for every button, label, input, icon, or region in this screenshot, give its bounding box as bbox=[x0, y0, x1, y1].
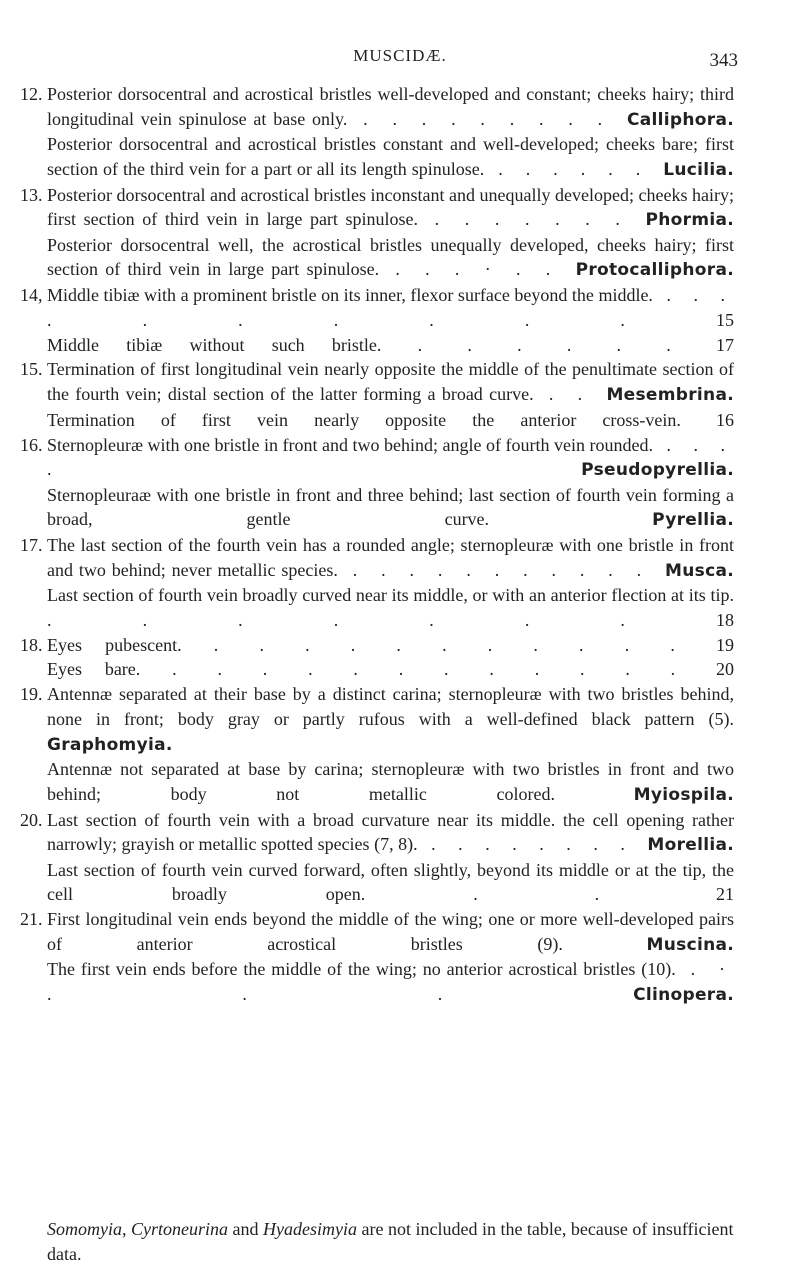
couplet-text: Termination of first vein nearly opposite the anterior cross-vein. bbox=[47, 409, 681, 430]
couplet-text: Eyes bare. bbox=[47, 659, 141, 680]
footnote-text: are not included in the table, because of insufficient data. bbox=[47, 1219, 734, 1264]
key-entry bbox=[0, 682, 800, 807]
couplet-reference: 18 bbox=[716, 609, 734, 630]
key-entry bbox=[0, 633, 800, 682]
couplet bbox=[47, 633, 734, 658]
couplet-reference: 21 bbox=[716, 884, 734, 905]
genus-result: Calliphora. bbox=[627, 109, 734, 130]
entry-number: 16. bbox=[20, 434, 43, 455]
leader-dots bbox=[681, 410, 716, 430]
genus-result: Muscina. bbox=[646, 934, 735, 955]
running-head: MUSCIDÆ. bbox=[353, 46, 447, 65]
leader-dots: . . . . . . . bbox=[47, 609, 716, 630]
entry-number: 18. bbox=[20, 634, 43, 655]
couplet bbox=[47, 533, 734, 583]
genus-result: Clinopera. bbox=[633, 985, 734, 1006]
key-entry bbox=[0, 808, 800, 907]
entry-number: 15. bbox=[20, 359, 43, 380]
entry-number: 13. bbox=[20, 184, 43, 205]
couplet bbox=[47, 433, 734, 483]
genus-result: Morellia. bbox=[647, 835, 734, 856]
key-entry bbox=[0, 907, 800, 1007]
entry-number: 14, bbox=[20, 285, 43, 306]
couplet bbox=[47, 858, 734, 907]
couplet bbox=[47, 682, 734, 757]
leader-dots: . . . · . . bbox=[379, 259, 576, 280]
footnote-genus: Cyrtoneurina bbox=[131, 1219, 228, 1239]
leader-dots: . . bbox=[533, 384, 607, 405]
leader-dots: . . . . . . . . . . . bbox=[337, 559, 666, 580]
leader-dots: . . . . . . bbox=[484, 158, 664, 179]
couplet-text: The first vein ends before the middle of the wing; no anterior acrostical bristles (10). bbox=[47, 959, 676, 980]
couplet-text: Termination of first longitudinal vein nearly opposite the middle of the penultimate section of the fourth vein; distal section of the latter forming a broad curve. bbox=[47, 359, 734, 405]
page-header bbox=[0, 46, 800, 76]
couplet-text: Middle tibiæ with a prominent bristle on its inner, flexor surface beyond the middle. bbox=[47, 285, 653, 306]
couplet-reference: 17 bbox=[716, 334, 734, 355]
key-entry bbox=[0, 283, 800, 357]
couplet bbox=[47, 82, 734, 132]
couplet bbox=[47, 357, 734, 407]
leader-dots: . . bbox=[365, 884, 716, 905]
couplet bbox=[47, 333, 734, 358]
footnote-genus: Hyadesimyia bbox=[263, 1219, 357, 1239]
genus-result: Lucilia. bbox=[663, 159, 735, 180]
leader-dots: . . . . . . . . . . . bbox=[181, 634, 716, 655]
couplet bbox=[47, 757, 734, 807]
couplet bbox=[47, 132, 734, 182]
genus-result: Phormia. bbox=[645, 210, 734, 231]
couplet-reference: 20 bbox=[716, 659, 735, 680]
couplet-text: Antennæ not separated at base by carina; sternopleuræ with two bristles in front and two behind; body not metallic colored. bbox=[47, 759, 734, 804]
key-entry bbox=[0, 533, 800, 632]
key-entry bbox=[0, 183, 800, 283]
leader-dots: . . . . . . . bbox=[418, 209, 646, 230]
leader-dots bbox=[489, 509, 652, 529]
couplet-text: Posterior dorsocentral and acrostical bristles constant and well-developed; cheeks bare; first section of the third vein for a part or all its length spinulose. bbox=[47, 134, 734, 179]
couplet bbox=[47, 233, 734, 283]
leader-dots: . . . . . . . . . bbox=[347, 108, 627, 129]
genus-result: Mesembrina. bbox=[606, 385, 734, 406]
couplet bbox=[47, 583, 734, 632]
entry-number: 19. bbox=[20, 684, 43, 705]
leader-dots: . . . . . . . . . . bbox=[47, 285, 735, 330]
footnote: Somomyia, Cyrtoneurina and Hyadesimyia are not included in the table, because of insufficient data. bbox=[47, 1219, 734, 1264]
leader-dots: . . . . . . bbox=[381, 334, 716, 355]
couplet-reference: 16 bbox=[716, 409, 735, 430]
footnote-genus: Somomyia bbox=[47, 1219, 122, 1239]
couplet-text: Eyes pubescent. bbox=[47, 634, 182, 655]
couplet-text: Middle tibiæ without such bristle. bbox=[47, 334, 382, 355]
couplet-text: The last section of the fourth vein has a rounded angle; sternopleuræ with one bristle in front and two behind; never metallic species. bbox=[47, 535, 734, 580]
couplet bbox=[47, 657, 734, 682]
leader-dots: . . . . bbox=[47, 434, 735, 480]
page-number: 343 bbox=[709, 50, 738, 71]
couplet-text: Sternopleuræ with one bristle in front and two behind; angle of fourth vein rounded. bbox=[47, 434, 653, 455]
couplet-text: Posterior dorsocentral well, the acrostical bristles unequally developed, cheeks hairy; first section of third vein in large part spinulose. bbox=[47, 234, 734, 280]
leader-dots: . . . . . . . . bbox=[417, 834, 648, 855]
couplet-text: Posterior dorsocentral and acrostical bristles inconstant and unequally developed; cheeks hairy; first section of third vein in large part spinulose. bbox=[47, 184, 734, 230]
couplet-reference: 19 bbox=[716, 634, 734, 655]
genus-result: Musca. bbox=[665, 560, 734, 581]
couplet bbox=[47, 483, 734, 533]
entry-number: 17. bbox=[20, 535, 43, 556]
couplet-text: Sternopleuraæ with one bristle in front and three behind; last section of fourth vein forming a broad, gentle curve. bbox=[47, 484, 734, 530]
leader-dots: . . . . . . . . . . . . bbox=[140, 659, 717, 680]
couplet bbox=[47, 283, 734, 332]
couplet-text: Posterior dorsocentral and acrostical bristles well-developed and constant; cheeks hairy; third longitudinal vein spinulose at base only. bbox=[47, 84, 734, 129]
couplet bbox=[47, 957, 734, 1007]
entry-number: 21. bbox=[20, 909, 43, 930]
couplet-reference: 15 bbox=[716, 309, 734, 330]
genus-result: Protocalliphora. bbox=[575, 260, 734, 281]
couplet-text: Last section of fourth vein curved forward, often slightly, beyond its middle or at the tip, the cell broadly open. bbox=[47, 859, 734, 905]
genus-result: Myiospila. bbox=[633, 784, 734, 805]
couplet bbox=[47, 907, 734, 957]
couplet bbox=[47, 808, 734, 858]
key-entry bbox=[0, 357, 800, 432]
genus-result: Pyrellia. bbox=[652, 510, 735, 531]
genus-result: Graphomyia. bbox=[47, 734, 173, 755]
entry-number: 12. bbox=[20, 84, 43, 104]
leader-dots bbox=[563, 934, 647, 954]
couplet bbox=[47, 183, 734, 233]
entry-number: 20. bbox=[20, 809, 43, 830]
leader-dots bbox=[555, 784, 634, 804]
leader-dots: . · . . . bbox=[47, 959, 735, 1005]
couplet-text: Last section of fourth vein broadly curved near its middle, or with an anterior flection at its tip. bbox=[47, 585, 734, 606]
couplet bbox=[47, 408, 734, 433]
couplet-text: Last section of fourth vein with a broad curvature near its middle. the cell opening rather narrowly; grayish or metallic spotted species (7, 8). bbox=[47, 809, 734, 855]
identification-key bbox=[0, 82, 800, 1008]
couplet-text: First longitudinal vein ends beyond the middle of the wing; one or more well-developed pairs of anterior acrostical bristles (9). bbox=[47, 909, 734, 954]
key-entry bbox=[0, 433, 800, 533]
genus-result: Pseudopyrellia. bbox=[581, 460, 734, 481]
couplet-text: Antennæ separated at their base by a distinct carina; sternopleuræ with two bristles behind, none in front; body gray or partly rufous with a well-defined black pattern (5). bbox=[47, 684, 734, 729]
key-entry bbox=[0, 82, 800, 182]
